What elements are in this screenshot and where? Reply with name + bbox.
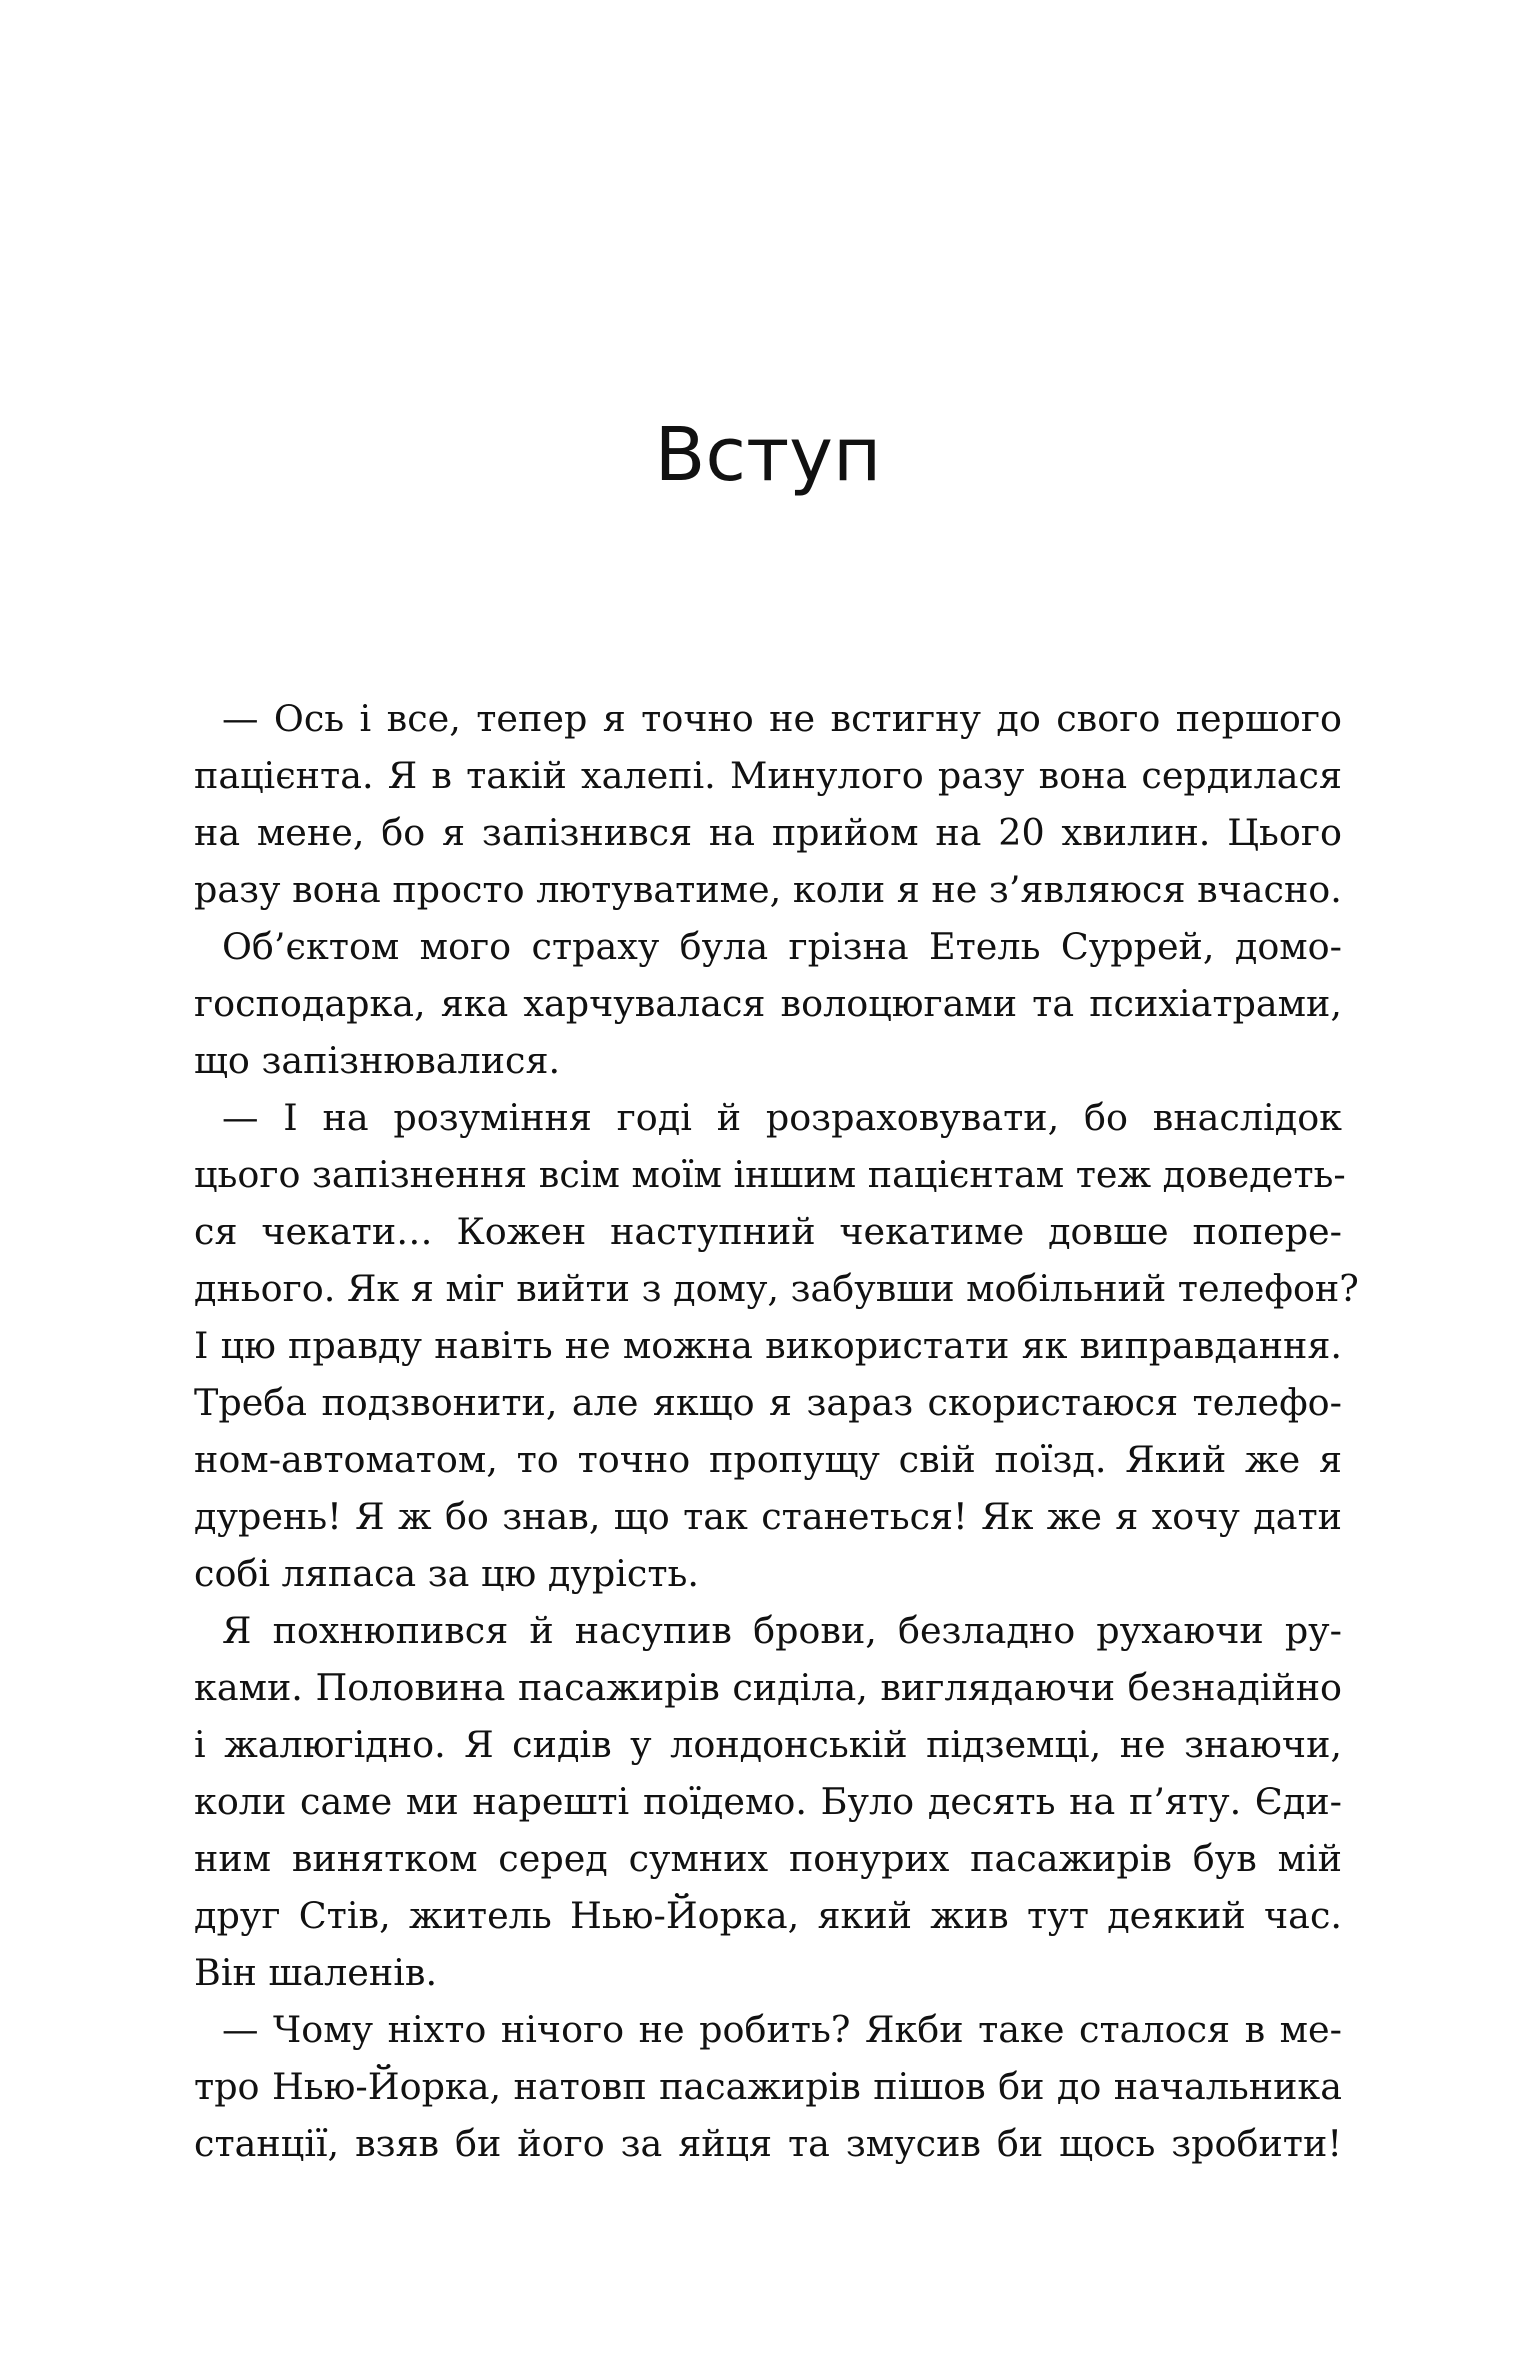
text-line: тро Нью-Йорка, натовп пасажирів пішов би до начальника: [194, 2065, 1342, 2108]
text-line: Він шаленів.: [194, 1951, 438, 1994]
text-line: господарка, яка харчувалася волоцюгами та психіатрами,: [194, 982, 1342, 1025]
text-line: цього запізнення всім моїм іншим пацієнтам теж доведеть-: [194, 1153, 1346, 1196]
paragraph: [194, 2001, 1342, 2172]
text-line: друг Стів, житель Нью-Йорка, який жив тут деякий час.: [194, 1894, 1342, 1937]
text-line: пацієнта. Я в такій халепі. Минулого разу вона сердилася: [194, 754, 1342, 797]
chapter-body: [194, 690, 1359, 2172]
text-line: — Ось і все, тепер я точно не встигну до свого першого: [222, 697, 1342, 740]
text-line: ним винятком серед сумних понурих пасажирів був мій: [194, 1837, 1342, 1880]
text-line: І цю правду навіть не можна використати як виправдання.: [194, 1324, 1342, 1367]
text-line: дурень! Я ж бо знав, що так станеться! Як же я хочу дати: [194, 1495, 1342, 1538]
paragraph: [194, 1602, 1342, 2001]
text-line: ся чекати… Кожен наступний чекатиме довше попере-: [194, 1210, 1342, 1253]
text-line: днього. Як я міг вийти з дому, забувши мобільний телефон?: [194, 1267, 1359, 1310]
text-line: коли саме ми нарешті поїдемо. Було десять на п’яту. Єди-: [194, 1780, 1342, 1823]
text-line: — Чому ніхто нічого не робить? Якби таке сталося в ме-: [222, 2008, 1342, 2051]
text-line: разу вона просто лютуватиме, коли я не з’являюся вчасно.: [194, 868, 1342, 911]
paragraph: [194, 918, 1342, 1089]
paragraph: [194, 690, 1342, 918]
text-line: що запізнювалися.: [194, 1039, 561, 1082]
text-line: — І на розуміння годі й розраховувати, бо внаслідок: [222, 1096, 1342, 1139]
text-line: Треба подзвонити, але якщо я зараз скористаюся телефо-: [194, 1381, 1342, 1424]
text-line: Об’єктом мого страху була грізна Етель Суррей, домо-: [222, 925, 1342, 968]
text-line: і жалюгідно. Я сидів у лондонській підземці, не знаючи,: [194, 1723, 1342, 1766]
text-line: собі ляпаса за цю дурість.: [194, 1552, 699, 1595]
text-line: станції, взяв би його за яйця та змусив би щось зробити!: [194, 2122, 1342, 2165]
paragraph: [194, 1089, 1359, 1602]
text-line: на мене, бо я запізнився на прийом на 20 хвилин. Цього: [194, 811, 1342, 854]
chapter-title: Вступ: [654, 412, 882, 498]
text-line: ками. Половина пасажирів сиділа, виглядаючи безнадійно: [194, 1666, 1342, 1709]
text-line: Я похнюпився й насупив брови, безладно рухаючи ру-: [222, 1609, 1342, 1652]
text-line: ном-автоматом, то точно пропущу свій поїзд. Який же я: [194, 1438, 1342, 1481]
